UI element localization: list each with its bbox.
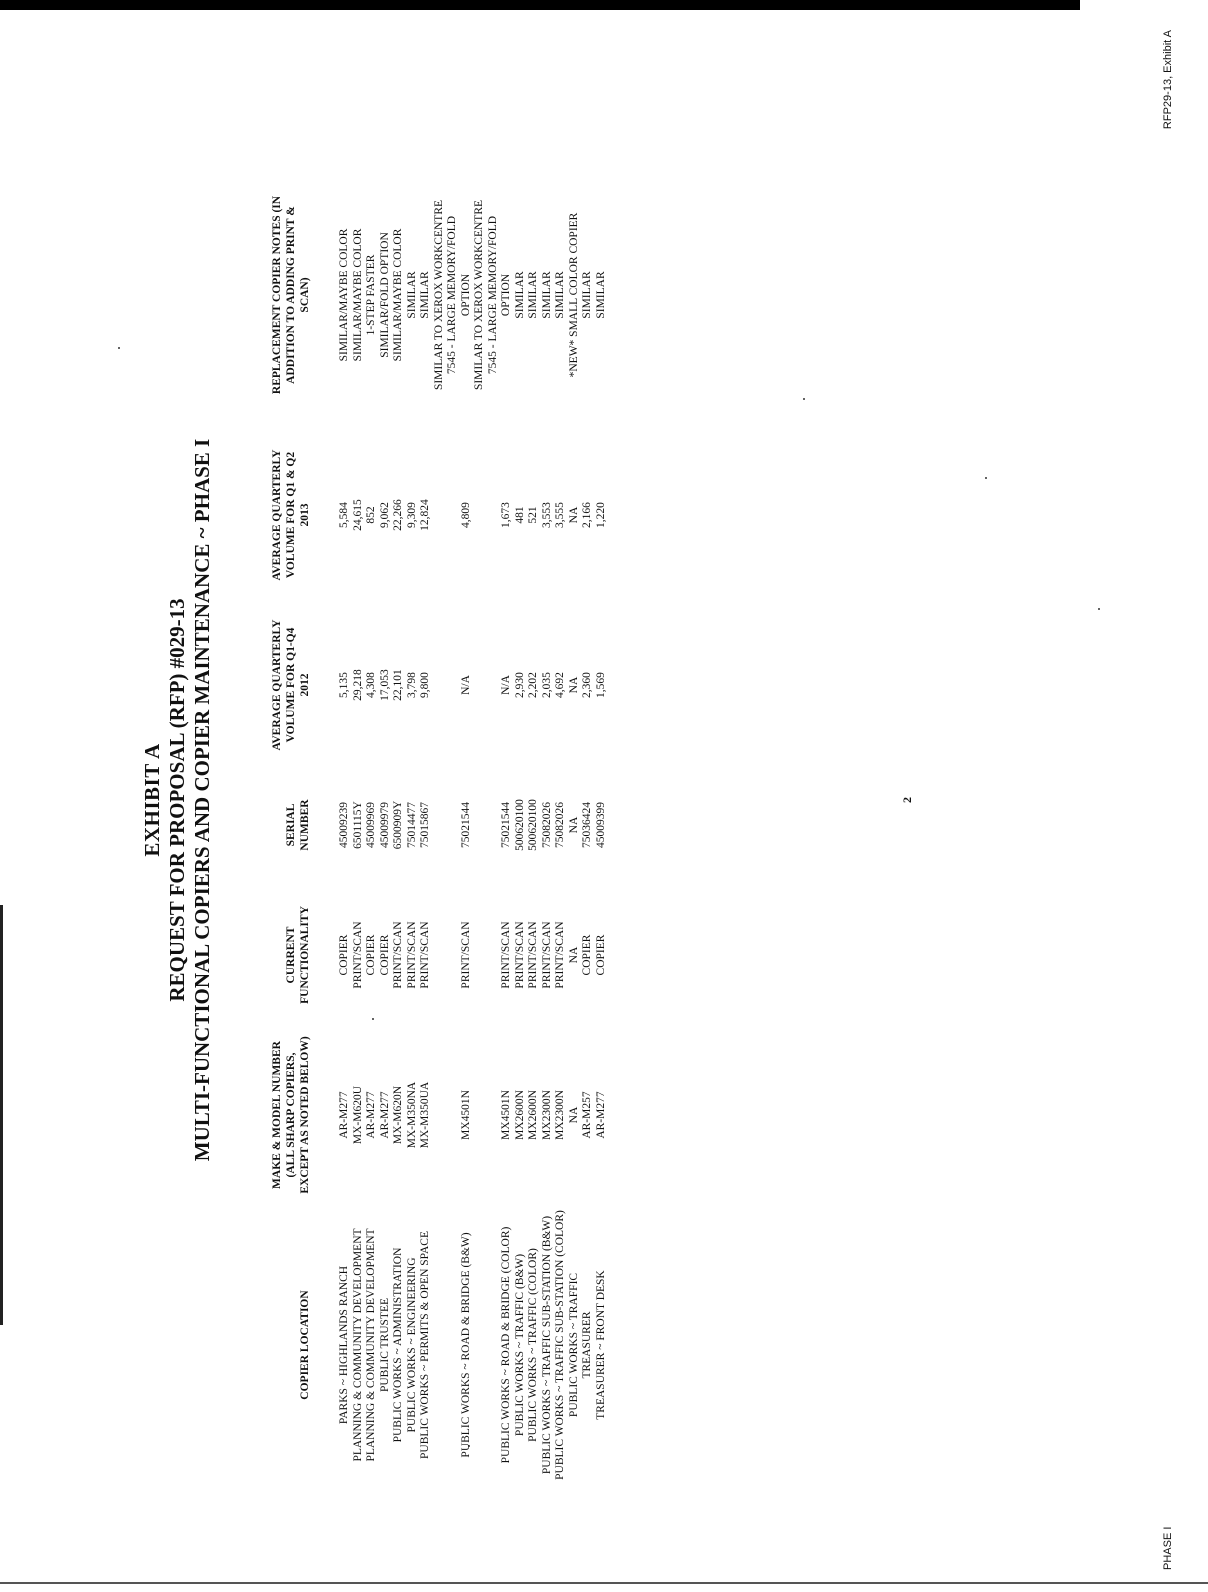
table-row: PLANNING & COMMUNITY DEVELOPMENT MX-M620U PRINT/SCAN 6501115Y 29,218 24,615 SIMILAR/MAYBE COLOR: [351, 228, 364, 1462]
table-row: PARKS ~ HIGHLANDS RANCH AR-M277 COPIER 45009239 5,135 5,584 SIMILAR/MAYBE COLOR: [338, 228, 350, 1425]
table-row: PUBLIC WORKS ~ TRAFFIC (B&W) MX2600N PRINT/SCAN 500620100 2,930 481 SIMILAR: [513, 271, 526, 1437]
table-row: PUBLIC WORKS ~ ENGINEERING MX-M350NA PRINT/SCAN 75014477 3,798 9,309 SIMILAR: [405, 271, 418, 1433]
table-row: PUBLIC TRUSTEE AR-M277 COPIER 45009979 17,053 9,062 SIMILAR/FOLD OPTION: [378, 232, 391, 1393]
header-serial: SERIAL NUMBER: [285, 799, 311, 851]
page-number: 2: [900, 797, 914, 803]
bottom-scan-edge: [0, 1582, 1208, 1584]
rotated-document-page: [22, 30, 1202, 1570]
footer-exhibit-label: RFP29-13, Exhibit A: [1162, 30, 1174, 130]
header-volume-2013: AVERAGE QUARTERLY VOLUME FOR Q1 & Q2 2013: [271, 449, 311, 581]
table-header: [222, 30, 312, 1570]
copier-table: [222, 30, 608, 1570]
table-row: PUBLIC WORKS ~ ROAD & BRIDGE (COLOR) MX4501N PRINT/SCAN 75021544 N/A 1,673 OPTION: [500, 273, 512, 1464]
header-location: COPIER LOCATION: [299, 1290, 311, 1400]
left-scan-edge: [0, 905, 3, 1325]
phase-title: MULTI-FUNCTIONAL COPIERS AND COPIER MAINTENANCE ~ PHASE I: [190, 438, 214, 1162]
table-row: TREASURER ~ FRONT DESK AR-M277 COPIER 45009399 1,569 1,220 SIMILAR: [594, 271, 607, 1420]
table-row: TREASURER AR-M257 COPIER 75036424 2,360 2,166 SIMILAR: [581, 271, 593, 1379]
header-volume-2012: AVERAGE QUARTERLY VOLUME FOR Q1-Q4 2012: [271, 619, 311, 751]
table-row: PUBLIC WORKS ~ ADMINISTRATION MX-M620N PRINT/SCAN 6500909Y 22,101 22,266 SIMILAR/MAYBE COLOR: [392, 228, 404, 1443]
table-row: 7545 - LARGE MEMORY/FOLD: [446, 215, 458, 375]
document-header: [140, 30, 215, 1570]
rfp-title: REQUEST FOR PROPOSAL (RFP) #029-13: [165, 598, 189, 1002]
table-row: SIMILAR TO XEROX WORKCENTRE: [432, 199, 445, 391]
table-row: PUBLIC WORKS ~ TRAFFIC SUB-STATION (B&W) MX2300N PRINT/SCAN 75082026 2,035 3,553 SIMILAR: [540, 271, 553, 1475]
table-row: PUBLIC WORKS ~ PERMITS & OPEN SPACE MX-M350UA PRINT/SCAN 75015867 9,800 12,824 SIMILAR: [419, 271, 431, 1459]
table-row: PUBLIC WORKS ~ TRAFFIC SUB-STATION (COLOR) MX2300N PRINT/SCAN 75082026 4,692 3,555 SIMILAR: [554, 271, 566, 1480]
header-make-model: MAKE & MODEL NUMBER (ALL SHARP COPIERS, EXCEPT AS NOTED BELOW): [271, 1036, 311, 1194]
table-row: SIMILAR TO XEROX WORKCENTRE: [473, 199, 485, 391]
exhibit-title: EXHIBIT A: [140, 743, 164, 857]
table-row: PLANNING & COMMUNITY DEVELOPMENT AR-M277 COPIER 45009969 4,308 852 1-STEP FASTER: [365, 254, 377, 1462]
header-notes: REPLACEMENT COPIER NOTES (IN ADDITION TO ADDING PRINT & SCAN): [271, 195, 311, 395]
table-row: PUBLIC WORKS ~ ROAD & BRIDGE (B&W) MX4501N PRINT/SCAN 75021544 N/A 4,809 OPTION: [459, 273, 472, 1458]
top-scan-edge: [0, 0, 1080, 10]
table-row: PUBLIC WORKS ~ TRAFFIC NA NA NA NA NA *NEW* SMALL COLOR COPIER: [567, 212, 580, 1418]
header-functionality: CURRENT FUNCTIONALITY: [285, 906, 311, 1004]
table-row: 7545 - LARGE MEMORY/FOLD: [486, 215, 499, 375]
table-row: PUBLIC WORKS ~ TRAFFIC (COLOR) MX2600N PRINT/SCAN 500620100 2,202 521 SIMILAR: [527, 271, 539, 1442]
footer-phase-label: PHASE I: [1162, 1526, 1174, 1570]
